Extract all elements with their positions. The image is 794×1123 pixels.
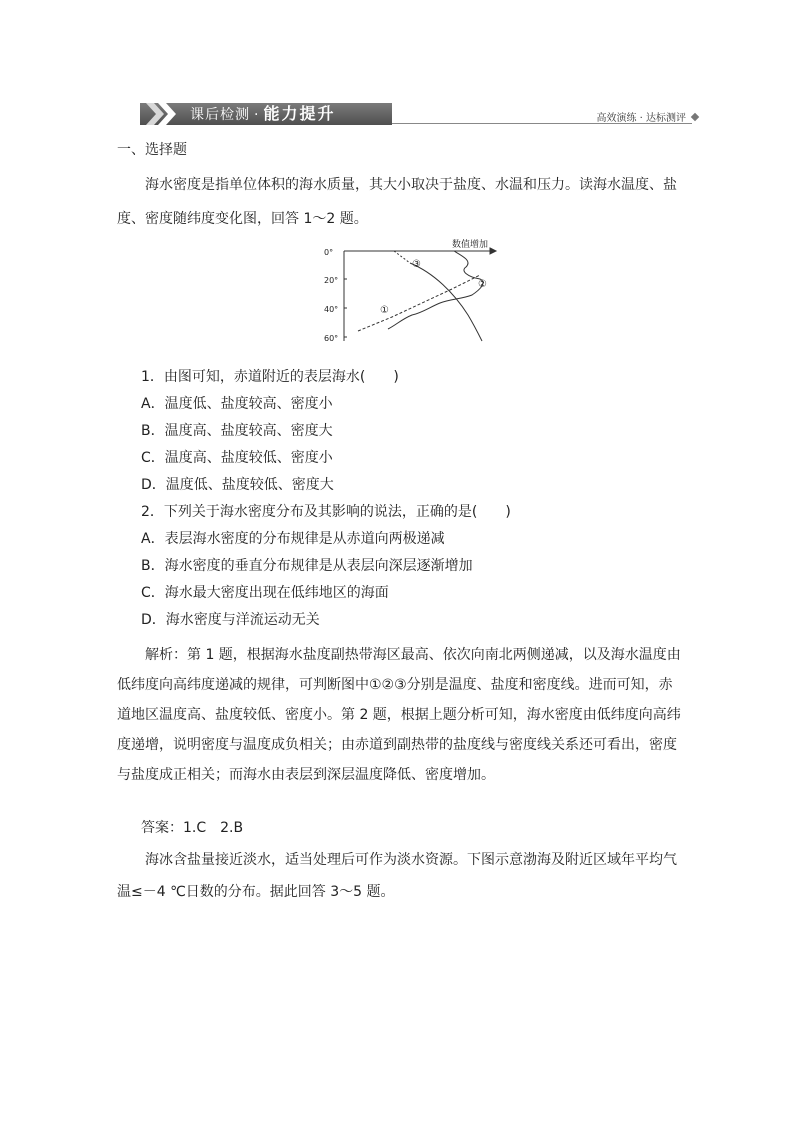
diamond-icon xyxy=(691,113,699,121)
question-1-option-b: B．温度高、盐度较高、密度大 xyxy=(141,423,333,439)
intro-paragraph: 海水密度是指单位体积的海水质量，其大小取决于盐度、水温和压力。读海水温度、盐度、密度随纬度变化图，回答 1～2 题。 xyxy=(117,177,677,227)
question-1-stem: 1．由图可知，赤道附近的表层海水( ) xyxy=(141,369,399,385)
analysis-paragraph: 解析：第 1 题，根据海水盐度副热带海区最高、依次向南北两侧递减，以及海水温度由低纬度向高纬度递减的规律，可判断图中①②③分别是温度、盐度和密度线。进而可知，赤道地区温度高、盐度较低、密度小。第 2 题，根据上题分析可知，海水密度由低纬度向高纬度递增，说明密度与温度成负相关；由赤道到副热带的盐度线与密度线关系还可看出，密度与盐度成正相关；而海水由表层到深层温度降低、密度增加。 xyxy=(117,647,681,783)
latitude-profile-figure xyxy=(322,237,502,352)
intro-paragraph-2: 海冰含盐量接近淡水，适当处理后可作为淡水资源。下图示意渤海及附近区域年平均气温≤－4 ℃日数的分布。据此回答 3～5 题。 xyxy=(117,852,677,900)
banner-title-emphasis: 能力提升 xyxy=(263,104,336,123)
question-1-option-d: D．温度低、盐度较低、密度大 xyxy=(141,477,334,493)
figure-top-label: 数值增加 xyxy=(452,240,489,250)
y-label-60: 60° xyxy=(324,334,339,343)
curve-label-2: ② xyxy=(478,279,487,290)
banner-title-main: 课后检测 xyxy=(190,107,250,123)
y-label-40: 40° xyxy=(324,305,339,314)
y-label-20: 20° xyxy=(324,276,339,285)
answer-line: 答案：1.C 2.B xyxy=(141,820,244,836)
question-1-option-c: C．温度高、盐度较低、密度小 xyxy=(141,450,333,466)
question-2-option-a: A．表层海水密度的分布规律是从赤道向两极递减 xyxy=(141,531,445,547)
question-2-stem: 2．下列关于海水密度分布及其影响的说法，正确的是( ) xyxy=(141,504,511,520)
banner-title xyxy=(190,105,335,124)
banner-right-text: 高效演练 · 达标测评 xyxy=(596,113,686,124)
question-2-option-c: C．海水最大密度出现在低纬地区的海面 xyxy=(141,585,389,601)
curve-1 xyxy=(358,275,480,331)
curve-label-1: ① xyxy=(380,305,389,316)
question-2-option-b: B．海水密度的垂直分布规律是从表层向深层逐渐增加 xyxy=(141,558,473,574)
banner-dot: · xyxy=(254,107,260,123)
curve-2 xyxy=(388,251,483,329)
curve-3-dotted xyxy=(394,251,410,263)
y-label-0: 0° xyxy=(324,248,334,257)
section-banner xyxy=(140,101,700,127)
curve-label-3: ③ xyxy=(412,259,421,270)
question-2-option-d: D．海水密度与洋流运动无关 xyxy=(141,612,320,628)
question-1-option-a: A．温度低、盐度较高、密度小 xyxy=(141,396,333,412)
section-title: 一、选择题 xyxy=(117,142,187,158)
curve-3 xyxy=(410,263,482,341)
chevron-right-icon xyxy=(144,101,184,127)
